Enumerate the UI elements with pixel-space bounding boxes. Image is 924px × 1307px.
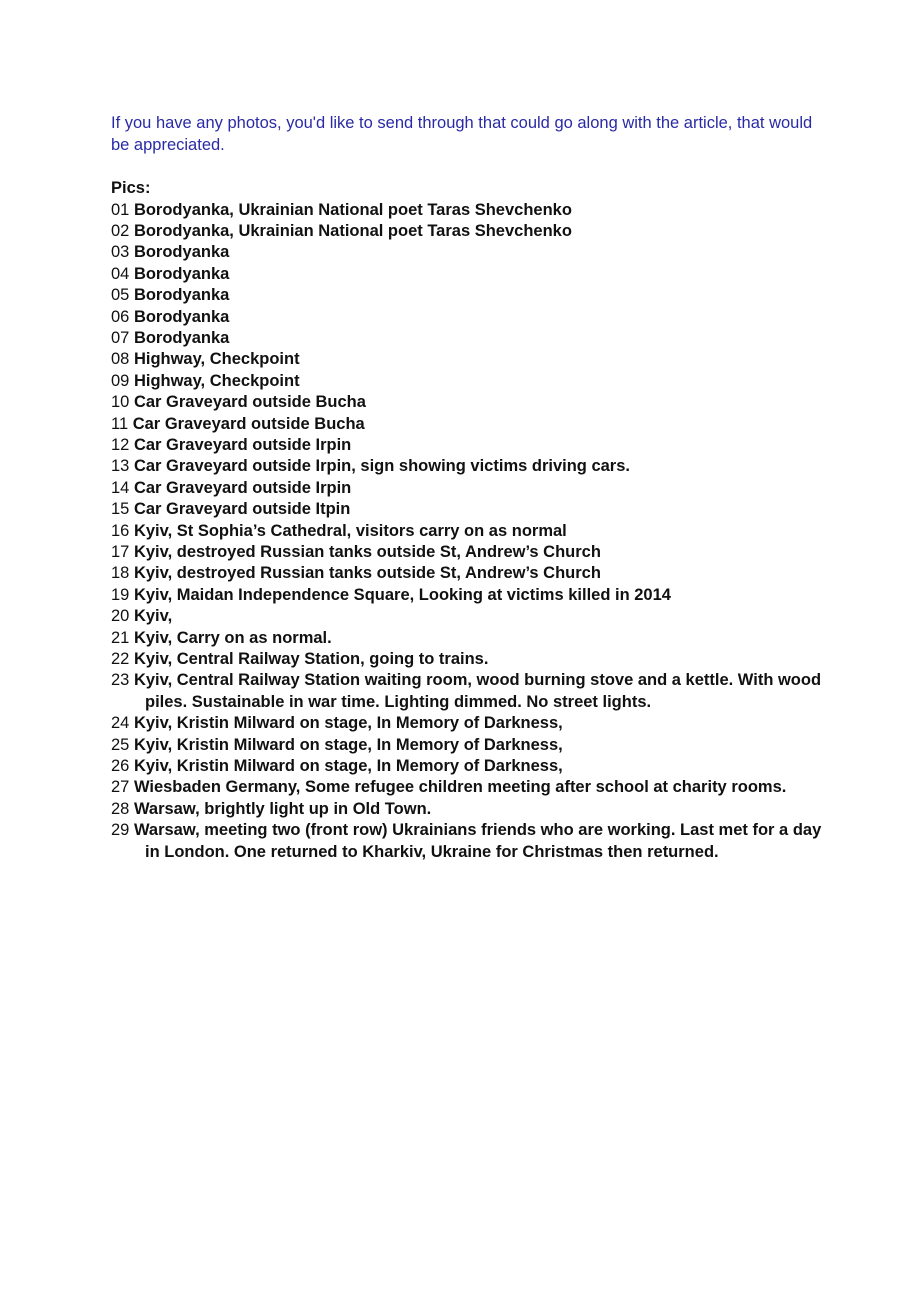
pic-description: Kyiv, St Sophia’s Cathedral, visitors carry on as normal bbox=[133, 521, 567, 540]
list-item bbox=[111, 392, 831, 413]
pic-number: 23 bbox=[111, 671, 134, 690]
list-item bbox=[111, 521, 831, 542]
pic-number: 17 bbox=[111, 543, 134, 561]
list-item bbox=[111, 606, 831, 627]
list-item bbox=[111, 649, 831, 670]
list-item bbox=[111, 328, 831, 349]
pic-description: Car Graveyard outside Irpin bbox=[133, 478, 352, 497]
pic-description: Borodyanka bbox=[133, 328, 230, 347]
pic-number: 24 bbox=[111, 714, 134, 733]
document-page bbox=[111, 113, 831, 863]
pic-description: Kyiv, destroyed Russian tanks outside St, Andrew’s Church bbox=[133, 564, 601, 583]
list-item bbox=[111, 735, 831, 756]
pic-number: 25 bbox=[111, 735, 134, 754]
pic-description: Kyiv, Kristin Milward on stage, In Memory of Darkness, bbox=[133, 714, 563, 733]
list-item bbox=[111, 349, 831, 370]
pic-description: Highway, Checkpoint bbox=[133, 350, 300, 369]
pic-description: Borodyanka bbox=[133, 307, 230, 326]
list-item bbox=[111, 221, 831, 242]
pic-number: 22 bbox=[111, 650, 134, 669]
pic-description: Borodyanka, Ukrainian National poet Taras Shevchenko bbox=[133, 221, 572, 240]
list-item bbox=[111, 777, 831, 798]
pic-number: 27 bbox=[111, 778, 134, 797]
list-item bbox=[111, 670, 831, 713]
pic-description: Warsaw, brightly light up in Old Town. bbox=[133, 799, 432, 818]
list-item bbox=[111, 756, 831, 777]
intro-paragraph: If you have any photos, you'd like to send through that could go along with the article, that would be appreciated. bbox=[111, 114, 813, 154]
list-item bbox=[111, 499, 831, 520]
pic-number: 20 bbox=[111, 607, 134, 626]
pic-description: Kyiv, bbox=[133, 607, 173, 626]
pic-number: 02 bbox=[111, 221, 134, 240]
pic-description: Kyiv, Central Railway Station, going to trains. bbox=[133, 650, 489, 669]
pic-number: 26 bbox=[111, 757, 134, 776]
pic-number: 11 bbox=[111, 414, 133, 433]
pic-description: Kyiv, Maidan Independence Square, Looking at victims killed in 2014 bbox=[133, 585, 671, 604]
pic-description: Borodyanka bbox=[133, 286, 230, 305]
list-item bbox=[111, 478, 831, 499]
list-item bbox=[111, 713, 831, 734]
pic-description: Warsaw, meeting two (front row) Ukrainians friends who are working. Last met for a day in London. One returned to Kharkiv, Ukraine for Christmas then returned. bbox=[133, 821, 822, 861]
pic-number: 03 bbox=[111, 243, 134, 262]
pic-number: 13 bbox=[111, 457, 134, 476]
list-item bbox=[111, 628, 831, 649]
list-item bbox=[111, 820, 831, 863]
pic-description: Borodyanka bbox=[133, 264, 230, 283]
pic-number: 08 bbox=[111, 350, 134, 369]
pic-number: 05 bbox=[111, 286, 134, 305]
pics-heading: Pics: bbox=[111, 179, 151, 197]
list-item bbox=[111, 285, 831, 306]
pic-number: 21 bbox=[111, 628, 134, 647]
list-item bbox=[111, 542, 831, 563]
pic-number: 10 bbox=[111, 393, 134, 412]
list-item bbox=[111, 799, 831, 820]
pic-number: 28 bbox=[111, 799, 134, 818]
pic-number: 14 bbox=[111, 478, 134, 497]
pic-description: Car Graveyard outside Bucha bbox=[133, 393, 366, 412]
pic-description: Kyiv, Central Railway Station waiting room, wood burning stove and a kettle. With wood piles. Sustainable in war time. Lighting dimmed. No street lights. bbox=[133, 671, 822, 711]
pic-number: 06 bbox=[111, 307, 134, 326]
pic-number: 09 bbox=[111, 371, 134, 390]
pic-number: 01 bbox=[111, 200, 134, 219]
pic-description: Car Graveyard outside Itpin bbox=[133, 500, 351, 519]
pic-description: Wiesbaden Germany, Some refugee children meeting after school at charity rooms. bbox=[133, 778, 787, 797]
list-item bbox=[111, 200, 831, 221]
pic-number: 19 bbox=[111, 585, 134, 604]
list-item bbox=[111, 371, 831, 392]
list-item bbox=[111, 435, 831, 456]
pic-description: Car Graveyard outside Irpin, sign showing victims driving cars. bbox=[133, 457, 630, 476]
pic-number: 04 bbox=[111, 264, 134, 283]
pic-description: Kyiv, destroyed Russian tanks outside St, Andrew’s Church bbox=[133, 543, 601, 561]
pic-description: Highway, Checkpoint bbox=[133, 371, 300, 390]
pic-number: 18 bbox=[111, 564, 134, 583]
pic-description: Borodyanka bbox=[133, 243, 230, 262]
list-item bbox=[111, 456, 831, 477]
pic-number: 15 bbox=[111, 500, 134, 519]
list-item bbox=[111, 242, 831, 263]
list-item bbox=[111, 414, 831, 435]
pic-number: 16 bbox=[111, 521, 134, 540]
list-item bbox=[111, 585, 831, 606]
list-item bbox=[111, 563, 831, 584]
pic-number: 07 bbox=[111, 328, 134, 347]
pic-number: 29 bbox=[111, 821, 134, 840]
list-item bbox=[111, 264, 831, 285]
list-item bbox=[111, 307, 831, 328]
pic-description: Borodyanka, Ukrainian National poet Taras Shevchenko bbox=[133, 200, 572, 219]
pic-number: 12 bbox=[111, 435, 134, 454]
pic-description: Car Graveyard outside Bucha bbox=[132, 414, 365, 433]
pic-description: Kyiv, Kristin Milward on stage, In Memory of Darkness, bbox=[133, 735, 563, 754]
pic-description: Kyiv, Kristin Milward on stage, In Memory of Darkness, bbox=[133, 757, 563, 776]
pic-description: Car Graveyard outside Irpin bbox=[133, 435, 352, 454]
pics-list bbox=[111, 200, 831, 864]
pic-description: Kyiv, Carry on as normal. bbox=[133, 628, 332, 647]
